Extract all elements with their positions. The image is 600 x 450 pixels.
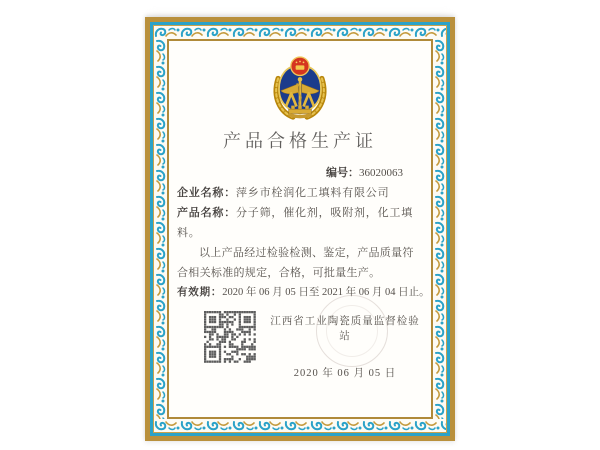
conformity-statement: 以上产品经过检验检测、鉴定，产品质量符合相关标准的规定，合格，可批量生产。	[177, 247, 414, 279]
ornament-strip-left	[154, 39, 167, 419]
emblem-wrap	[173, 54, 427, 124]
fields	[177, 183, 423, 243]
frame-ornament-band	[153, 25, 447, 433]
serial-value: 36020063	[359, 167, 403, 179]
serial-label: 编号：	[326, 167, 359, 179]
validity-value: 2020 年 06 月 05 日至 2021 年 06 月 04 日止。	[222, 287, 430, 298]
frame-inner-border	[167, 39, 433, 419]
ornament-strip-top	[154, 26, 446, 39]
certificate-title: 产品合格生产证	[223, 131, 377, 151]
product-name-label: 产品名称：	[177, 207, 236, 219]
issuer-name: 江西省工业陶瓷质量监督检验站	[270, 316, 420, 342]
company-name-label: 企业名称：	[177, 187, 236, 199]
validity-label: 有效期：	[177, 287, 223, 298]
certificate-content	[169, 54, 431, 430]
certificate	[145, 17, 455, 441]
validity-row	[177, 283, 430, 303]
ornament-strip-right	[433, 39, 446, 419]
issuer-block	[265, 313, 425, 380]
product-name-value: 分子筛，催化剂，吸附剂，化工填料。	[177, 207, 413, 239]
product-name-row	[177, 203, 423, 243]
frame-teal-border	[150, 22, 450, 436]
issue-date: 2020 年 06 月 05 日	[293, 368, 397, 379]
quality-supervision-emblem-icon	[267, 54, 333, 124]
serial-number-line	[173, 164, 427, 180]
company-name-row	[177, 183, 423, 203]
footer-block	[173, 309, 427, 419]
company-name-value: 萍乡市栓润化工填料有限公司	[236, 187, 390, 199]
qr-code	[204, 311, 256, 363]
